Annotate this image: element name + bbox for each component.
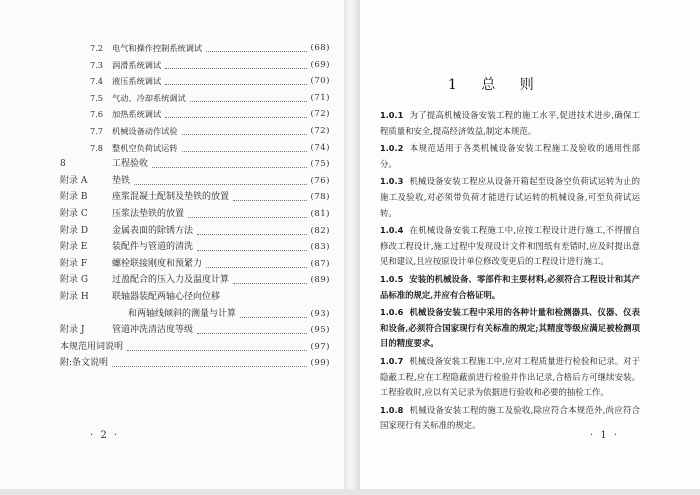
toc-entry-number: 附录 E bbox=[60, 242, 88, 253]
toc-entry-page: (69) bbox=[310, 59, 330, 70]
toc-entry-number: 附录 G bbox=[60, 275, 89, 286]
toc-entry-title: 电气和操作控制系统调试 bbox=[112, 43, 203, 53]
clause-text: 机械设备安装工程施工中,应对工程质量进行检验和记录。对于隐蔽工程,应在工程隐蔽前进行检验并作出记录,合格后方可继续安装。工程验收时,应以有关记录为依据进行验收和必要的抽检工作。 bbox=[380, 355, 640, 398]
toc-entry-page: (87) bbox=[310, 258, 330, 269]
toc-entry-page: (71) bbox=[310, 92, 330, 103]
toc-entry-number: 附录 F bbox=[60, 258, 88, 269]
clause-text: 机械设备安装工程中采用的各种计量和检测器具、仪器、仪表和设备,必须符合国家现行有关标准的规定;其精度等级应满足被检测项目的精度要求。 bbox=[380, 307, 640, 349]
toc-entry-number: 附录 D bbox=[60, 225, 89, 236]
toc-leader-dots bbox=[190, 85, 307, 102]
toc-leader-dots bbox=[188, 201, 307, 218]
toc-entry-page: (83) bbox=[310, 242, 330, 253]
toc-entry-page: (75) bbox=[310, 159, 330, 170]
clause-text: 本规范适用于各类机械设备安装工程施工及验收的通用性部分。 bbox=[380, 143, 640, 169]
toc-entry-page: (95) bbox=[310, 325, 330, 336]
clause-paragraph bbox=[380, 305, 640, 352]
toc-entry bbox=[60, 272, 330, 289]
toc-entry-title: 加热系统调试 bbox=[112, 109, 162, 120]
toc-entry-title: 本规范用词说明 bbox=[60, 341, 124, 352]
clause-number: 1.0.6 bbox=[380, 307, 404, 318]
toc-leader-dots bbox=[165, 52, 307, 69]
toc-entry-page: (82) bbox=[310, 225, 330, 236]
toc-entry-number: 7.7 bbox=[90, 125, 104, 136]
clause-number: 1.0.3 bbox=[380, 176, 404, 187]
toc-entry-number: 8 bbox=[60, 159, 66, 170]
clause-text: 在机械设备安装工程施工中,应按工程设计进行施工,不得擅自修改工程设计,施工过程中发现设计文件和图纸有差错时,应及时提出意见和建议,且应按原设计单位修改变更后的工程设计进行施工。 bbox=[380, 225, 640, 267]
toc-leader-dots bbox=[233, 267, 307, 284]
toc-leader-dots bbox=[233, 184, 307, 201]
toc-entry-page: (97) bbox=[310, 341, 330, 352]
toc-entry-title: 整机空负荷试运转 bbox=[112, 142, 178, 153]
toc-entry-title: 工程验收 bbox=[112, 159, 149, 170]
clause-number: 1.0.8 bbox=[380, 404, 404, 415]
clause-paragraph bbox=[380, 272, 640, 303]
toc-leader-dots bbox=[127, 334, 307, 351]
toc-leader-dots bbox=[134, 168, 307, 185]
clause-text: 机械设备安装工程应从设备开箱起至设备空负荷试运转为止的施工及验收,对必须带负荷才能进行试运转的机械设备,可至负荷试运转。 bbox=[380, 176, 640, 218]
clause-number: 1.0.4 bbox=[380, 225, 404, 236]
toc-entry-title: 和两轴线倾斜的测量与计算 bbox=[128, 308, 237, 319]
toc-entry-title: 金属表面的除锈方法 bbox=[112, 225, 194, 236]
toc-entry-title: 液压系统调试 bbox=[112, 76, 162, 87]
toc-entry-page: (72) bbox=[310, 109, 330, 120]
clause-number: 1.0.7 bbox=[380, 355, 404, 366]
toc-entry-page: (68) bbox=[310, 43, 330, 53]
toc-entry-page: (99) bbox=[310, 358, 330, 369]
chapter-title: 1 总 则 bbox=[448, 77, 544, 93]
clause-text: 机械设备安装工程的施工及验收,除应符合本规范外,尚应符合国家现行有关标准的规定。 bbox=[380, 404, 640, 431]
toc-entry-title: 润滑系统调试 bbox=[112, 59, 162, 70]
toc-entry-title: 附:条文说明 bbox=[60, 358, 109, 369]
toc-entry-number: 7.2 bbox=[90, 43, 104, 53]
toc-leader-dots bbox=[206, 251, 307, 268]
clause-text: 安装的机械设备、零部件和主要材料,必须符合工程设计和其产品标准的规定,并应有合格证明。 bbox=[380, 273, 640, 300]
toc-entry-number: 7.4 bbox=[90, 76, 104, 87]
toc-entry-number: 附录 H bbox=[60, 291, 89, 302]
page-edge bbox=[0, 489, 700, 495]
right-page-number: · 1 · bbox=[590, 430, 620, 441]
toc-leader-dots bbox=[182, 135, 307, 152]
toc-entry-number: 7.8 bbox=[90, 142, 104, 153]
table-of-contents bbox=[60, 40, 330, 372]
clause-paragraph bbox=[380, 108, 640, 139]
toc-entry-number: 附录 B bbox=[60, 192, 88, 203]
toc-entry-number: 附录 J bbox=[60, 325, 85, 336]
toc-entry-page: (74) bbox=[310, 142, 330, 153]
left-page-number: · 2 · bbox=[90, 430, 120, 441]
toc-entry-title: 气动、冷却系统调试 bbox=[112, 92, 186, 103]
toc-entry-number: 7.3 bbox=[90, 59, 104, 70]
toc-leader-dots bbox=[112, 350, 307, 367]
toc-leader-dots bbox=[197, 234, 307, 251]
clause-text: 为了提高机械设备安装工程的施工水平,促进技术进步,确保工程质量和安全,提高经济效益,制定本规范。 bbox=[380, 110, 640, 136]
toc-entry-page: (76) bbox=[310, 175, 330, 186]
clause-paragraph bbox=[380, 354, 640, 401]
clause-paragraph bbox=[380, 223, 640, 270]
toc-entry-title: 过盈配合的压入力及温度计算 bbox=[112, 275, 230, 286]
toc-entry-page: (89) bbox=[310, 275, 330, 286]
toc-leader-dots bbox=[182, 118, 307, 135]
toc-leader-dots bbox=[152, 151, 307, 168]
toc-leader-dots bbox=[165, 101, 307, 118]
toc-entry-page: (78) bbox=[310, 192, 330, 203]
toc-leader-dots bbox=[197, 218, 307, 235]
clause-paragraph bbox=[380, 141, 640, 172]
toc-entry-title: 管道冲洗清洁度等级 bbox=[112, 325, 194, 336]
toc-entry-title: 螺栓联接刚度和预紧力 bbox=[112, 258, 203, 269]
clause-number: 1.0.1 bbox=[380, 110, 404, 120]
clause-list bbox=[380, 108, 640, 436]
toc-entry-title: 垫铁 bbox=[112, 175, 131, 186]
toc-entry-number: 7.6 bbox=[90, 109, 104, 120]
toc-entry-title: 联轴器装配两轴心径向位移 bbox=[112, 291, 221, 302]
toc-leader-dots bbox=[240, 301, 307, 318]
toc-entry-page: (93) bbox=[310, 308, 330, 319]
toc-entry-number: 附录 A bbox=[60, 175, 88, 186]
toc-entry-title: 压浆法垫铁的放置 bbox=[112, 208, 185, 219]
toc-leader-dots bbox=[197, 317, 307, 334]
clause-number: 1.0.5 bbox=[380, 273, 404, 284]
book-gutter bbox=[344, 0, 360, 495]
toc-leader-dots bbox=[165, 68, 307, 85]
clause-number: 1.0.2 bbox=[380, 143, 404, 154]
toc-entry-title: 机械设备动作试验 bbox=[112, 125, 178, 136]
toc-entry bbox=[60, 355, 330, 372]
toc-entry-title: 座浆混凝土配制及垫铁的放置 bbox=[112, 192, 230, 203]
clause-paragraph bbox=[380, 174, 640, 221]
toc-entry-title: 装配件与管道的清洗 bbox=[112, 242, 194, 253]
toc-entry-number: 7.5 bbox=[90, 92, 104, 103]
toc-entry-page: (72) bbox=[310, 125, 330, 136]
toc-entry-page: (81) bbox=[310, 208, 330, 219]
toc-entry-page: (70) bbox=[310, 76, 330, 87]
toc-entry-number: 附录 C bbox=[60, 208, 88, 219]
toc-leader-dots bbox=[206, 35, 307, 52]
